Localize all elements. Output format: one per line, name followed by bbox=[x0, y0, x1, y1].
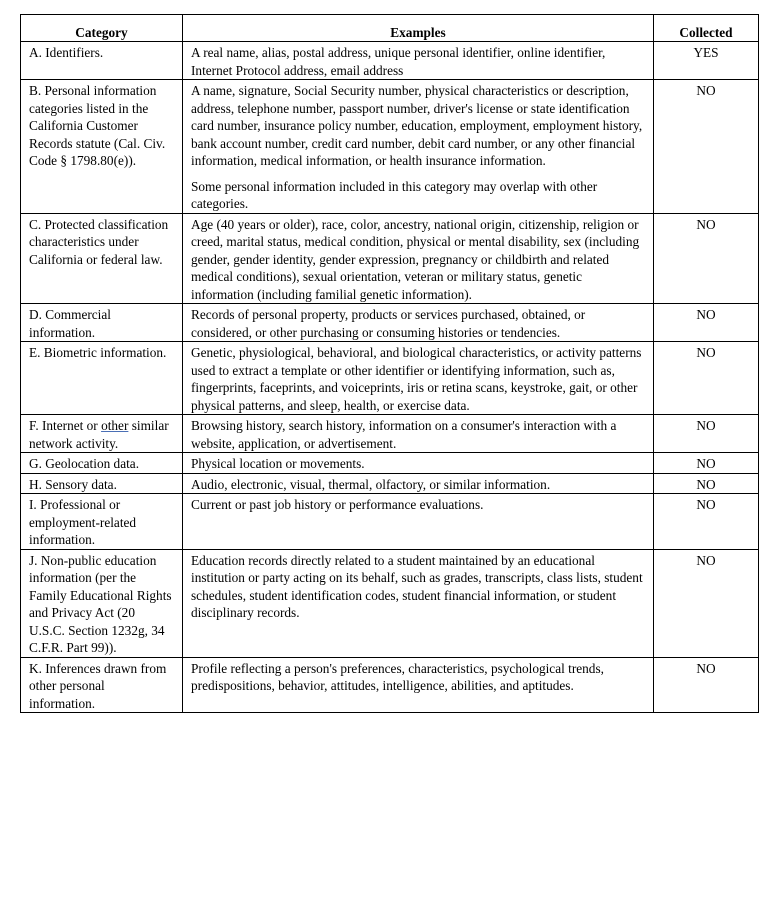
category-text-prefix: F. Internet or bbox=[29, 418, 102, 433]
examples-cell bbox=[183, 494, 654, 550]
category-cell: A. Identifiers. bbox=[21, 42, 183, 80]
examples-cell bbox=[183, 415, 654, 453]
table-row bbox=[21, 80, 759, 214]
collected-cell: NO bbox=[654, 80, 759, 214]
table-row bbox=[21, 473, 759, 494]
header-collected: Collected bbox=[654, 15, 759, 42]
table-row bbox=[21, 415, 759, 453]
examples-text: A name, signature, Social Security number, physical characteristics or description, address, telephone number, passport number, driver's license or state identification card number, insurance policy number, education, employment, employment history, bank account number, credit card number, debit card number, or any other financial information, medical information, or health insurance information. bbox=[191, 83, 643, 168]
examples-text: Physical location or movements. bbox=[191, 456, 365, 471]
examples-text: Genetic, physiological, behavioral, and biological characteristics, or activity patterns used to extract a template or other identifier or identifying information, such as, fingerprints, faceprints, and voiceprints, iris or retina scans, keystroke, gait, or other physical patterns, and sleep, health, or exercise data. bbox=[191, 345, 642, 413]
category-cell: K. Inferences drawn from other personal information. bbox=[21, 657, 183, 713]
examples-cell bbox=[183, 657, 654, 713]
examples-cell bbox=[183, 42, 654, 80]
category-cell bbox=[21, 415, 183, 453]
examples-text: Browsing history, search history, information on a consumer's interaction with a website, application, or advertisement. bbox=[191, 418, 617, 451]
category-cell: J. Non-public education information (per the Family Educational Rights and Privacy Act (20 U.S.C. Section 1232g, 34 C.F.R. Part 99)). bbox=[21, 549, 183, 657]
table-row bbox=[21, 549, 759, 657]
examples-text: Records of personal property, products or services purchased, obtained, or considered, or other purchasing or consuming histories or tendencies. bbox=[191, 307, 586, 340]
category-cell: D. Commercial information. bbox=[21, 304, 183, 342]
examples-text: Profile reflecting a person's preferences, characteristics, psychological trends, predispositions, behavior, attitudes, intelligence, abilities, and aptitudes. bbox=[191, 660, 604, 693]
category-cell: B. Personal information categories listed in the California Customer Records statute (Cal. Civ. Code § 1798.80(e)). bbox=[21, 80, 183, 214]
category-text-underlined: other bbox=[101, 418, 129, 433]
personal-information-table bbox=[20, 14, 759, 713]
examples-cell bbox=[183, 342, 654, 415]
category-cell: H. Sensory data. bbox=[21, 473, 183, 494]
examples-text: A real name, alias, postal address, unique personal identifier, online identifier, Internet Protocol address, email address bbox=[191, 45, 606, 78]
examples-cell bbox=[183, 453, 654, 474]
collected-cell: NO bbox=[654, 549, 759, 657]
collected-cell: NO bbox=[654, 494, 759, 550]
category-cell: C. Protected classification characteristics under California or federal law. bbox=[21, 213, 183, 304]
header-examples: Examples bbox=[183, 15, 654, 42]
collected-cell: NO bbox=[654, 657, 759, 713]
collected-cell: NO bbox=[654, 415, 759, 453]
examples-text: Current or past job history or performance evaluations. bbox=[191, 497, 484, 512]
table-row bbox=[21, 213, 759, 304]
examples-cell bbox=[183, 473, 654, 494]
category-text-suffix: similar network activity. bbox=[29, 418, 169, 451]
table-row bbox=[21, 453, 759, 474]
examples-cell bbox=[183, 213, 654, 304]
examples-cell bbox=[183, 80, 654, 214]
table-row bbox=[21, 42, 759, 80]
category-cell: I. Professional or employment-related information. bbox=[21, 494, 183, 550]
table-row bbox=[21, 342, 759, 415]
collected-cell: NO bbox=[654, 213, 759, 304]
table-row bbox=[21, 657, 759, 713]
category-cell: G. Geolocation data. bbox=[21, 453, 183, 474]
table-header-row bbox=[21, 15, 759, 42]
table-row bbox=[21, 304, 759, 342]
examples-cell bbox=[183, 304, 654, 342]
collected-cell: NO bbox=[654, 473, 759, 494]
header-category: Category bbox=[21, 15, 183, 42]
category-cell: E. Biometric information. bbox=[21, 342, 183, 415]
collected-cell: NO bbox=[654, 342, 759, 415]
collected-cell: YES bbox=[654, 42, 759, 80]
collected-cell: NO bbox=[654, 304, 759, 342]
examples-note: Some personal information included in this category may overlap with other categories. bbox=[191, 178, 598, 211]
table-row bbox=[21, 494, 759, 550]
examples-text: Education records directly related to a student maintained by an educational institution or party acting on its behalf, such as grades, transcripts, class lists, student schedules, student identification codes, student financial information, or student disciplinary records. bbox=[191, 552, 643, 620]
collected-cell: NO bbox=[654, 453, 759, 474]
examples-text: Age (40 years or older), race, color, ancestry, national origin, citizenship, religion or creed, marital status, medical condition, physical or mental disability, sex (including gender, gender identity, gender expression, pregnancy or childbirth and related medical conditions), sexual orientation, veteran or military status, genetic information (including familial genetic information). bbox=[191, 216, 640, 302]
examples-cell bbox=[183, 549, 654, 657]
examples-text: Audio, electronic, visual, thermal, olfactory, or similar information. bbox=[191, 476, 551, 492]
